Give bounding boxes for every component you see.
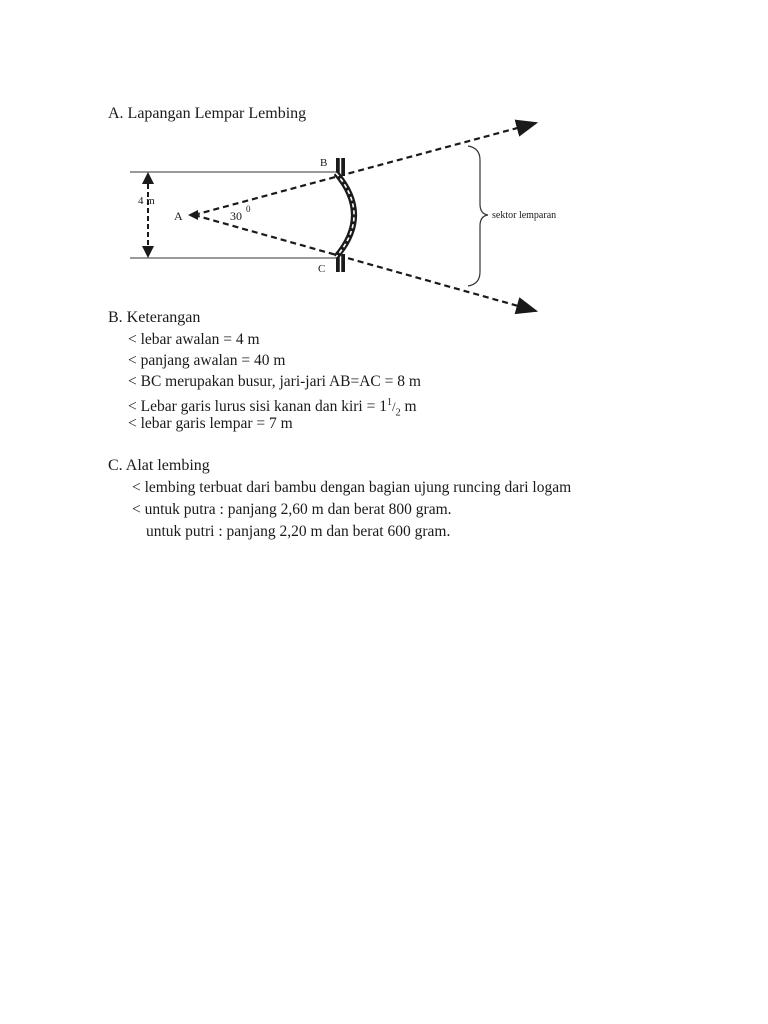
section-b-title: B. Keterangan <box>108 309 201 326</box>
section-c-title: C. Alat lembing <box>108 457 210 474</box>
sector-line-upper <box>194 123 536 215</box>
width-arrow-top-head <box>142 172 154 184</box>
alat-item-2: < untuk putra : panjang 2,60 m dan berat 800 gram. <box>132 501 452 518</box>
fraction-unit: m <box>400 398 417 416</box>
angle-degree-mark: 0 <box>246 204 251 214</box>
fraction-numerator: 1 <box>386 397 392 408</box>
keterangan-item-3: < BC merupakan busur, jari-jari AB=AC = 8 m <box>128 373 421 390</box>
keterangan-item-5: < lebar garis lempar = 7 m <box>128 415 293 432</box>
fraction-denominator: 2 <box>395 407 401 419</box>
width-label: 4 m <box>138 195 155 207</box>
sector-brace <box>468 146 488 286</box>
alat-item-1: < lembing terbuat dari bambu dengan bagian ujung runcing dari logam <box>132 479 572 496</box>
keterangan-item-1: < lebar awalan = 4 m <box>128 331 260 348</box>
angle-label: 30 <box>230 209 242 223</box>
javelin-field-diagram <box>0 0 768 330</box>
width-arrow-bottom-head <box>142 246 154 258</box>
keterangan-item-4: < Lebar garis lurus sisi kanan dan kiri = $1^1/_2$ m <box>128 397 417 419</box>
point-c-label: C <box>318 263 326 275</box>
point-a-arrow <box>188 210 198 220</box>
section-a-title: A. Lapangan Lempar Lembing <box>108 105 307 122</box>
alat-item-3: untuk putri : panjang 2,20 m dan berat 600 gram. <box>146 523 451 540</box>
sector-line-lower <box>194 215 536 311</box>
keterangan-item-4-text: < Lebar garis lurus sisi kanan dan kiri = 1 <box>128 398 387 416</box>
point-b-label: B <box>320 157 328 169</box>
point-a-label: A <box>174 209 183 223</box>
keterangan-item-2: < panjang awalan = 40 m <box>128 352 286 369</box>
sector-label: sektor lemparan <box>492 210 557 221</box>
